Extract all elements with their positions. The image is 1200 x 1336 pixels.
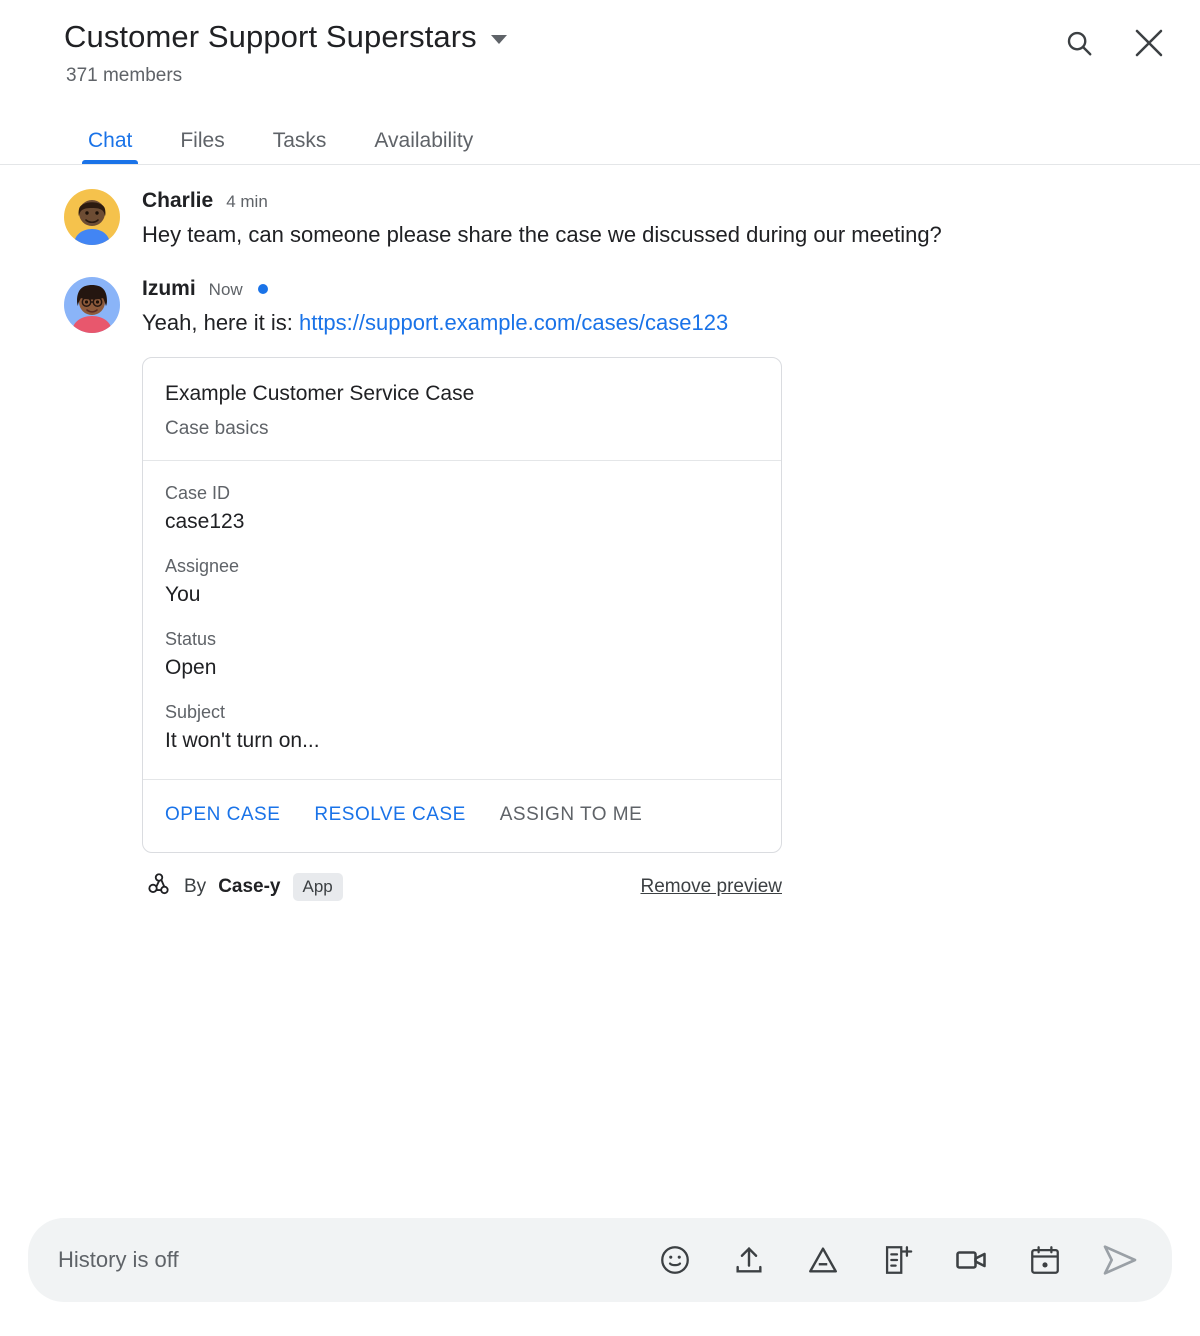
case-preview-card: [142, 357, 782, 853]
card-field-subject: [165, 702, 759, 753]
member-count: 371 members: [66, 65, 183, 87]
app-badge: App: [293, 873, 343, 901]
message-header: [142, 189, 1166, 213]
message-sender: Izumi: [142, 277, 196, 301]
search-icon[interactable]: [1062, 26, 1096, 60]
message-body: [142, 189, 1166, 251]
field-value: Open: [165, 656, 217, 680]
field-value: case123: [165, 510, 245, 534]
message-text: [142, 307, 1166, 339]
card-subtitle: Case basics: [165, 418, 269, 440]
collapse-icon[interactable]: [1132, 26, 1166, 60]
field-label: Case ID: [165, 483, 231, 504]
calendar-icon[interactable]: [1026, 1241, 1064, 1279]
avatar[interactable]: [64, 277, 120, 333]
webhook-icon: [146, 871, 172, 903]
message-composer[interactable]: [28, 1218, 1172, 1302]
assign-to-me-button[interactable]: ASSIGN TO ME: [499, 804, 643, 826]
room-title-row[interactable]: [64, 18, 1166, 55]
new-doc-icon[interactable]: [878, 1241, 916, 1279]
field-value: You: [165, 583, 201, 607]
card-field-assignee: [165, 556, 759, 607]
card-fields: [143, 461, 781, 780]
emoji-icon[interactable]: [656, 1241, 694, 1279]
field-label: Subject: [165, 702, 226, 723]
chevron-down-icon[interactable]: [491, 35, 507, 44]
resolve-case-button[interactable]: RESOLVE CASE: [314, 804, 466, 826]
field-label: Status: [165, 629, 217, 650]
attribution-by-label: By: [184, 876, 207, 898]
remove-preview-link[interactable]: Remove preview: [640, 876, 782, 898]
upload-icon[interactable]: [730, 1241, 768, 1279]
composer-icons: [656, 1241, 1064, 1279]
tab-availability[interactable]: Availability: [374, 129, 474, 153]
card-attribution: [142, 871, 782, 903]
drive-icon[interactable]: [804, 1241, 842, 1279]
room-header: [0, 0, 1200, 87]
message-body: [142, 277, 1166, 903]
card-header: [143, 358, 781, 461]
message-text: Hey team, can someone please share the case we discussed during our meeting?: [142, 222, 942, 248]
attribution-app-name: Case-y: [218, 876, 281, 898]
video-icon[interactable]: [952, 1241, 990, 1279]
field-label: Assignee: [165, 556, 240, 577]
room-tabs: [0, 109, 1200, 165]
send-button[interactable]: [1094, 1234, 1146, 1286]
message-list: [0, 165, 1200, 1198]
header-actions: [1062, 26, 1166, 60]
message-timestamp: Now: [208, 280, 243, 300]
message-link[interactable]: https://support.example.com/cases/case123: [298, 310, 729, 336]
avatar[interactable]: [64, 189, 120, 245]
message-header: [142, 277, 1166, 301]
page-title: Customer Support Superstars: [64, 19, 477, 54]
message-timestamp: 4 min: [226, 192, 268, 212]
message-text-prefix: Yeah, here it is:: [142, 310, 299, 336]
message-item: [64, 277, 1166, 903]
tab-tasks[interactable]: Tasks: [272, 129, 327, 153]
card-title: Example Customer Service Case: [165, 381, 475, 405]
message-sender: Charlie: [142, 189, 214, 213]
composer-area: [0, 1198, 1200, 1336]
card-field-status: [165, 629, 759, 680]
unread-dot-icon: [258, 284, 268, 294]
field-value: It won't turn on...: [165, 729, 320, 753]
tab-files[interactable]: Files: [180, 129, 225, 153]
card-actions: [143, 780, 781, 852]
card-field-case-id: [165, 483, 759, 534]
message-input[interactable]: History is off: [58, 1247, 179, 1272]
message-item: [64, 189, 1166, 251]
attribution-left: [146, 871, 343, 903]
open-case-button[interactable]: OPEN CASE: [165, 804, 281, 826]
tab-chat[interactable]: Chat: [64, 130, 156, 164]
